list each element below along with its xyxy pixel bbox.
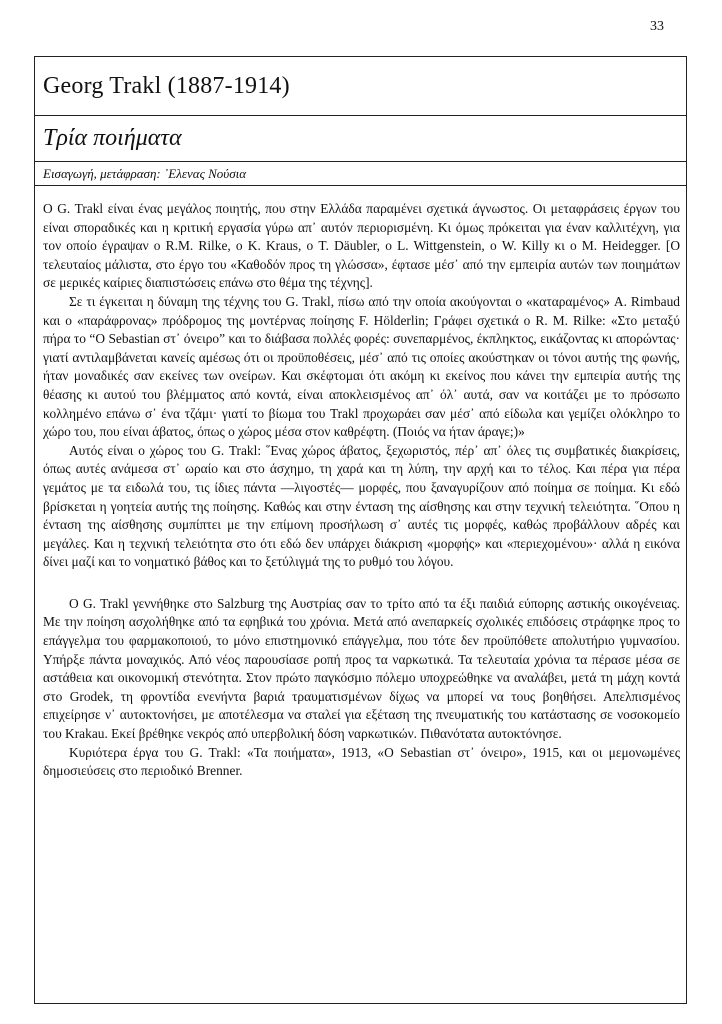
- paragraph-space: Αυτός είναι ο χώρος του G. Trakl: ῞Ενας χώρος άβατος, ξεχωριστός, πέρ᾿ απ᾿ όλες τις συμβατικές διακρίσεις, όπως αυτές ανάμεσα στ᾿ ωραίο και στο άσχημο, τη χαρά και τη λύπη, την αρχή και το τέλος. Και πέρα για πέρα γεμάτος με τα ειδωλά του, τις ίδιες πάντα —λιγοστές— μορφές, που ξαναγυρίζουν από ποίημα σε ποίημα. Κι εδώ βρίσκεται η γοητεία αυτής της ποίησης. Καθώς και στην ένταση της αίσθησης και στην τεχνική τελειότητα. ῞Οπου η ένταση της αίσθησης συμπίπτει με την επίμονη προσήλωση σ᾿ αυτές τις μορφές, καθώς προβάλλουν αδρές και μεγάλες. Και η τεχνική τελειότητα στο ότι εδώ δεν υπάρχει διάκριση «μορφής» και «περιεχομένου»· αλλά η εικόνα δίνει μαζί και το νοηματικό βάθος και το ξετύλιγμά της το ρυθμό του λόγου.: [43, 442, 680, 570]
- page-number: 33: [650, 19, 664, 34]
- credit-row: [35, 162, 686, 186]
- paragraph-rilke-quote: Σε τι έγκειται η δύναμη της τέχνης του G. Trakl, πίσω από την οποία ακούγονται ο «καταραμένος» A. Rimbaud και ο «παράφρονας» πρόδρομος της μοντέρνας ποίησης F. Hölderlin; Γράφει σχετικά ο R. M. Rilke: «Στο μεταξύ πήρα το “Ο Sebastian στ᾿ όνειρο” και το διάβασα πολλές φορές: συνεπαρμένος, έκπληκτος, εικάζοντας κι απορώντας· γιατί αντιλαμβάνεται κανείς αμέσως ότι οι προϋποθέσεις, μέσ᾿ από τις οποίες ακούστηκαν οι τόνοι αυτής της φωνής, ήταν μοναδικές σαν εκείνες των ονείρων. Και σκέφτομαι ότι ακόμη κι εκείνος που κάνει την εμπειρία αυτής της θέασης κι αυτού του βλέμματος από κοντά, είναι αποκλεισμένος απ᾿ όλ᾿ αυτά, σαν να κοιτάζει με το πρόσωπο κολλημένο επάνω σ᾿ ένα τζάμι· γιατί το βίωμα του Trakl προχωράει σαν μέσ᾿ από είδωλα και γεμίζει ολόκληρο το χώρο του, που είναι άβατος, όπως ο χώρος μέσα στον καθρέφτη. (Ποιός να ήταν άραγε;)»: [43, 293, 680, 440]
- paragraph-works: Κυριότερα έργα του G. Trakl: «Τα ποιήματα», 1913, «Ο Sebastian στ᾿ όνειρο», 1915, και οι μεμονωμένες δημοσιεύσεις στο περιοδικό Brenner.: [43, 744, 680, 779]
- author-row: [35, 57, 686, 116]
- article-body: [35, 186, 686, 781]
- paragraph-biography: Ο G. Trakl γεννήθηκε στο Salzburg της Αυστρίας σαν το τρίτο από τα έξι παιδιά εύπορης αστικής οικογένειας. Με την ποίηση ασχολήθηκε από τα εφηβικά του χρόνια. Μετά από ανεπαρκείς σχολικές επιδόσεις στράφηκε προς το επάγγελμα του φαρμακοποιού, το μόνο επιστημονικό επάγγελμα, που τότε δεν προϋπόθετε απολυτήριο γυμνασίου. Υπήρξε πάντα μοναχικός. Από νέος παρουσίασε ροπή προς τα ναρκωτικά. Τα τελευταία χρόνια τα πέρασε μέσα σε αστάθεια και οικονομική στενότητα. Στον πρώτο παγκόσμιο πόλεμο υποχρεώθηκε να αναλάβει, μετά τη μάχη κοντά στο Grodek, τη φροντίδα ενενήντα βαριά τραυματισμένων δίχως να μπορεί να τους βοηθήσει. Απελπισμένος επιχείρησε ν᾿ αυτοκτονήσει, με αποτέλεσμα να σταλεί για εξέταση της πνευματικής του κατάστασης σε νοσοκομείο του Krakau. Εκεί βρέθηκε νεκρός από υπερβολική δόση ναρκωτικών. Πιθανότατα αυτοκτόνησε.: [43, 595, 680, 742]
- title-row: [35, 116, 686, 162]
- work-title: Τρία ποιήματα: [43, 125, 182, 151]
- article-frame: [34, 56, 687, 1004]
- translator-credit: Εισαγωγή, μετάφραση: ᾿Ελενας Νούσια: [43, 165, 247, 181]
- paragraph-intro: Ο G. Trakl είναι ένας μεγάλος ποιητής, που στην Ελλάδα παραμένει σχετικά άγνωστος. Οι μεταφράσεις έργων του είναι σποραδικές και η κριτική εργασία γύρω απ᾿ αυτόν περιορισμένη. Κι όμως πρόκειται για έναν καλλιτέχνη, για τον οποίο έγραψαν ο R.M. Rilke, ο K. Kraus, ο T. Däubler, ο L. Wittgenstein, ο W. Killy κι ο M. Heidegger. [Ο τελευταίος μάλιστα, στο έργο του «Καθοδόν προς τη γλώσσα», έφτασε μέσ᾿ από την εμπειρία αυτών των ποιημάτων σε μερικές καίριες διαπιστώσεις επάνω στο θέμα της τέχνης].: [43, 201, 680, 291]
- author-heading: Georg Trakl (1887-1914): [43, 72, 290, 99]
